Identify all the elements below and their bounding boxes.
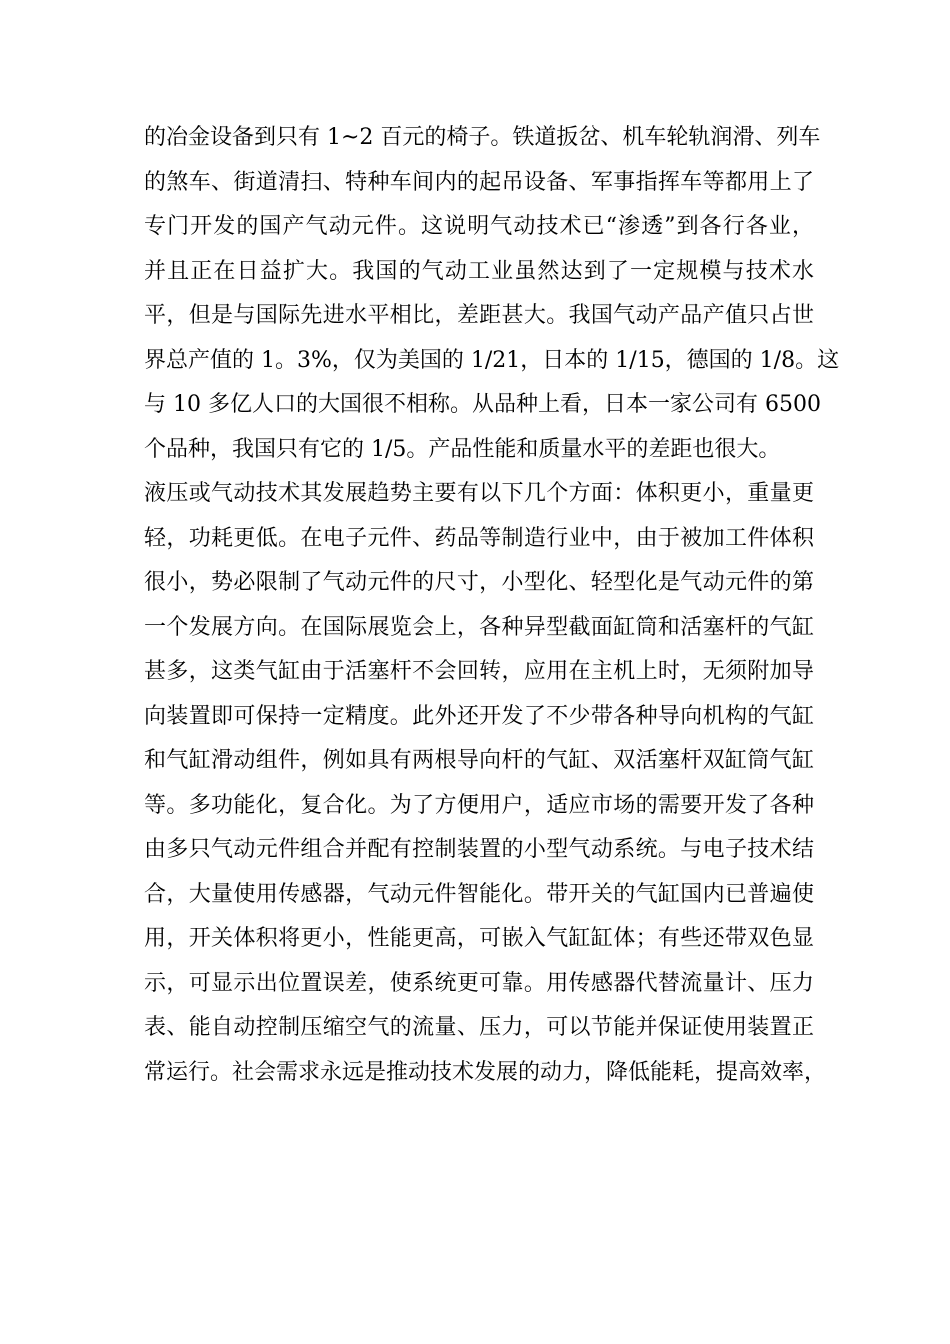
- text-line: 的煞车、街道清扫、特种车间内的起吊设备、军事指挥车等都用上了: [144, 169, 814, 195]
- text-line: 并且正在日益扩大。我国的气动工业虽然达到了一定规模与技术水: [144, 258, 814, 284]
- text-line: 由多只气动元件组合并配有控制装置的小型气动系统。与电子技术结: [144, 837, 814, 862]
- text-line: 与 10 多亿人口的大国很不相称。从品种上看，日本一家公司有 6500: [144, 392, 821, 417]
- text-line: 和气缸滑动组件，例如具有两根导向杆的气缸、双活塞杆双缸筒气缸: [144, 748, 814, 773]
- text-line: 界总产值的 1。3%，仅为美国的 1/21，日本的 1/15，德国的 1/8。这: [144, 347, 840, 373]
- text-line: 个品种，我国只有它的 1/5。产品性能和质量水平的差距也很大。: [144, 436, 781, 462]
- text-line: 的冶金设备到只有 1~2 百元的椅子。铁道扳岔、机车轮轨润滑、列车: [144, 125, 821, 150]
- text-line: 示，可显示出位置误差，使系统更可靠。用传感器代替流量计、压力: [144, 970, 814, 996]
- text-line: 一个发展方向。在国际展览会上，各种异型截面缸筒和活塞杆的气缸: [144, 614, 814, 640]
- text-line: 用，开关体积将更小，性能更高，可嵌入气缸缸体；有些还带双色显: [144, 926, 814, 951]
- text-line: 等。多功能化，复合化。为了方便用户，适应市场的需要开发了各种: [144, 792, 814, 818]
- text-line: 向装置即可保持一定精度。此外还开发了不少带各种导向机构的气缸: [144, 703, 814, 729]
- text-line: 合，大量使用传感器，气动元件智能化。带开关的气缸国内已普遍使: [144, 881, 814, 907]
- body-text: [144, 116, 840, 1095]
- text-line: 液压或气动技术其发展趋势主要有以下几个方面：体积更小，重量更: [144, 481, 814, 506]
- text-line: 很小，势必限制了气动元件的尺寸，小型化、轻型化是气动元件的第: [144, 570, 814, 595]
- text-line: 专门开发的国产气动元件。这说明气动技术已“渗透”到各行各业，: [144, 214, 814, 239]
- text-line: 常运行。社会需求永远是推动技术发展的动力，降低能耗，提高效率，: [144, 1059, 827, 1085]
- text-line: 甚多，这类气缸由于活塞杆不会回转，应用在主机上时，无须附加导: [144, 659, 814, 684]
- text-line: 平，但是与国际先进水平相比，差距甚大。我国气动产品产值只占世: [144, 303, 814, 328]
- text-line: 轻，功耗更低。在电子元件、药品等制造行业中，由于被加工件体积: [144, 525, 814, 551]
- text-line: 表、能自动控制压缩空气的流量、压力，可以节能并保证使用装置正: [144, 1015, 814, 1040]
